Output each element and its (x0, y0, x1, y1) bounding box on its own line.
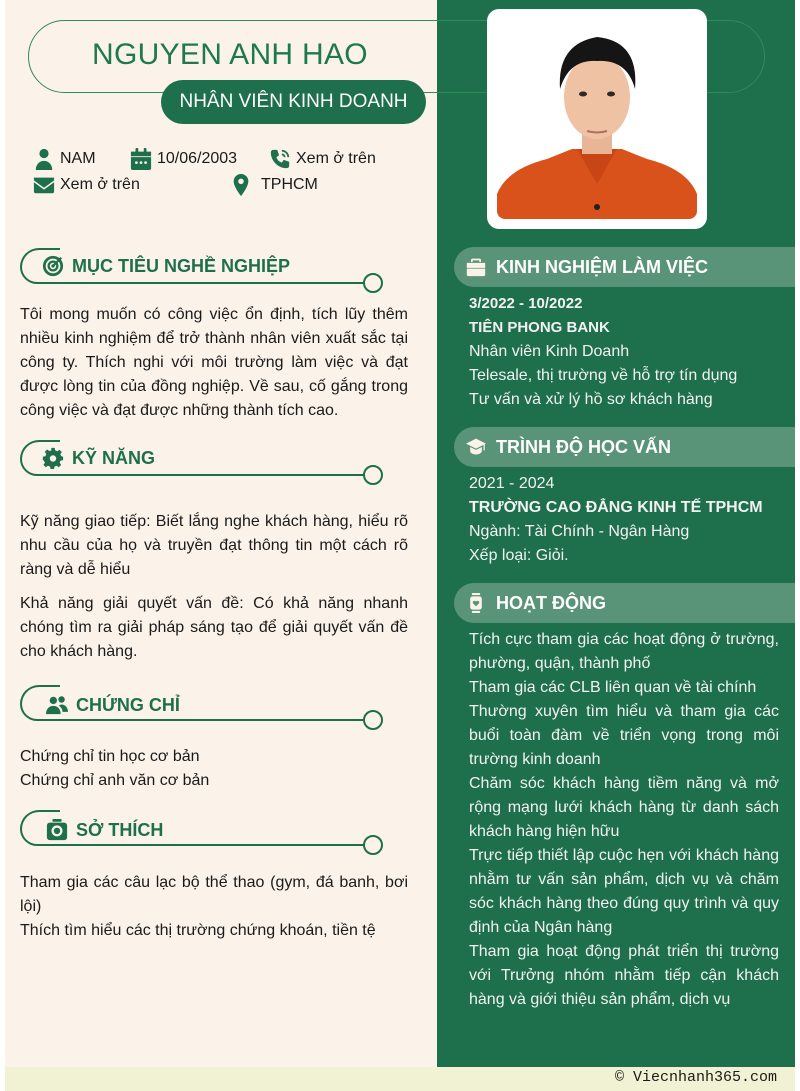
objective-text: Tôi mong muốn có công việc ổn định, tích lũy thêm nhiều kinh nghiệm để trở thành nhân viên xuất sắc tại công ty. Thích nghi với môi trường làm việc và đạt được lòng tin của đồng nghiệp. Về sau, cố gắng trong công việc và đạt được những thành tích cao. (20, 306, 408, 419)
skills-list (20, 510, 408, 664)
birthdate-value: 10/06/2003 (157, 150, 238, 167)
education-major: Ngành: Tài Chính - Ngân Hàng (469, 523, 690, 540)
gear-icon (42, 447, 64, 469)
education-period: 2021 - 2024 (469, 475, 555, 492)
certificates-list (20, 745, 408, 793)
section-header-experience (454, 247, 795, 287)
copyright-link[interactable]: © Viecnhanh365.com (614, 1069, 777, 1086)
section-header-certificates (20, 685, 390, 735)
skill-item: Kỹ năng giao tiếp: Biết lắng nghe khách hàng, hiểu rõ nhu cầu của họ và truyền đạt thông tin một cách rõ ràng và dễ hiểu (20, 513, 408, 578)
hobbies-title: SỞ THÍCH (76, 819, 164, 840)
briefcase-icon (466, 257, 486, 277)
activity-item: Thường xuyên tìm hiểu và tham gia các buổi toàn đàm về triển vọng trong môi trường kinh doanh (469, 703, 779, 768)
contact-phone (269, 148, 376, 170)
education-title: TRÌNH ĐỘ HỌC VẤN (496, 436, 671, 457)
activities-title: HOẠT ĐỘNG (496, 592, 606, 613)
calendar-icon (130, 148, 152, 170)
email-value: Xem ở trên (60, 176, 140, 193)
candidate-name: NGUYEN ANH HAO (92, 38, 368, 71)
section-header-hobbies (20, 810, 390, 860)
education-grade: Xếp loại: Giỏi. (469, 547, 569, 564)
envelope-icon (33, 174, 55, 196)
contact-location (230, 174, 318, 196)
experience-period: 3/2022 - 10/2022 (469, 295, 583, 312)
skill-item: Khả năng giải quyết vấn đề: Có khả năng nhanh chóng tìm ra giải pháp sáng tạo để giải quyết vấn đề cho khách hàng. (20, 595, 408, 660)
hobbies-list (20, 871, 408, 943)
user-icon (33, 148, 55, 170)
experience-company: TIÊN PHONG BANK (469, 319, 610, 336)
certificates-title: CHỨNG CHỈ (76, 694, 180, 715)
section-header-activities (454, 583, 795, 623)
smartwatch-heart-icon (466, 593, 486, 613)
section-header-education (454, 427, 795, 467)
phone-icon (269, 148, 291, 170)
experience-item: Telesale, thị trường về hỗ trợ tín dụng (469, 367, 738, 384)
section-header-skills (20, 440, 390, 490)
education-content (469, 472, 779, 568)
certificate-item: Chứng chỉ tin học cơ bản (20, 748, 200, 765)
footer (5, 1067, 795, 1091)
gender-value: NAM (60, 150, 96, 167)
activity-item: Trực tiếp thiết lập cuộc hẹn với khách hàng nhằm tư vấn sản phẩm, dịch vụ và chăm sóc khách hàng theo đúng quy trình và quy định của Ngân hàng (469, 847, 779, 936)
hobby-item: Tham gia các câu lạc bộ thể thao (gym, đá banh, bơi lội) (20, 874, 408, 915)
activity-item: Chăm sóc khách hàng tiềm năng và mở rộng mạng lưới khách hàng từ danh sách khách hàng hiện hữu (469, 775, 779, 840)
users-icon (46, 694, 68, 716)
skills-title: KỸ NĂNG (72, 447, 156, 468)
profile-photo-frame (487, 9, 707, 229)
activity-item: Tham gia các CLB liên quan về tài chính (469, 679, 757, 696)
certificate-item: Chứng chỉ anh văn cơ bản (20, 772, 210, 789)
activity-item: Tham gia hoạt động phát triển thị trường với Trưởng nhóm nhằm tiếp cận khách hàng và giới thiệu sản phẩm, dịch vụ (469, 943, 779, 1008)
education-school: TRƯỜNG CAO ĐẲNG KINH TẾ TPHCM (469, 499, 763, 516)
camera-icon (46, 819, 68, 841)
contact-gender (33, 148, 96, 170)
graduation-cap-icon (466, 437, 486, 457)
phone-value: Xem ở trên (296, 150, 376, 167)
experience-item: Tư vấn và xử lý hồ sơ khách hàng (469, 391, 713, 408)
activity-item: Tích cực tham gia các hoạt động ở trường, phường, quận, thành phố (469, 631, 779, 672)
activities-list (469, 628, 779, 1012)
experience-content (469, 292, 779, 412)
section-header-objective (20, 248, 390, 298)
location-value: TPHCM (261, 176, 318, 193)
profile-photo (497, 19, 697, 219)
contact-birthdate (130, 148, 237, 170)
objective-title: MỤC TIÊU NGHỀ NGHIỆP (72, 255, 291, 276)
hobby-item: Thích tìm hiểu các thị trường chứng khoán, tiền tệ (20, 922, 376, 939)
experience-title: KINH NGHIỆM LÀM VIỆC (496, 256, 709, 277)
job-title-pill: NHÂN VIÊN KINH DOANH (161, 80, 426, 124)
target-icon (42, 255, 64, 277)
experience-item: Nhân viên Kinh Doanh (469, 343, 630, 360)
location-pin-icon (230, 174, 252, 196)
contact-email (33, 174, 140, 196)
